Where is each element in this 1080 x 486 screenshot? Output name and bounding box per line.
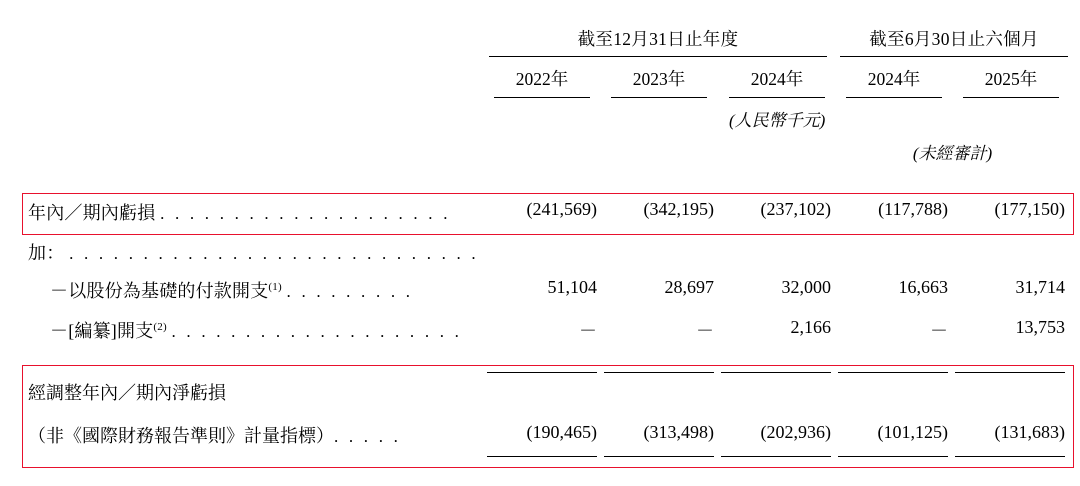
group-header-row <box>0 26 1080 52</box>
row-label-plus: 加： . . . . . . . . . . . . . . . . . . . . . . . . . . . . <box>28 243 479 263</box>
group-header-interim: 截至6月30日止六個月 <box>840 26 1068 57</box>
column-rule <box>721 372 831 373</box>
row-value: (117,788) <box>878 199 948 219</box>
row-label-loss: 年內／期內虧損 . . . . . . . . . . . . . . . . . . . . <box>28 203 451 223</box>
column-header-2024-interim: 2024年 <box>846 66 942 98</box>
total-row-label-line2: （非《國際財務報告準則》計量指標）. . . . . <box>28 426 402 446</box>
total-row-value: (190,465) <box>526 422 597 442</box>
column-rule <box>487 456 597 457</box>
column-rule <box>955 372 1065 373</box>
total-row-value: (313,498) <box>643 422 714 442</box>
row-value: 32,000 <box>781 277 831 297</box>
row-value: 13,753 <box>1015 317 1065 337</box>
row-value: － <box>696 321 714 341</box>
total-row-value: (101,125) <box>877 422 948 442</box>
column-rule <box>838 372 948 373</box>
table-row <box>0 314 1080 356</box>
column-rule <box>487 372 597 373</box>
row-value: (177,150) <box>994 199 1065 219</box>
row-value: 28,697 <box>664 277 714 297</box>
footnote-marker: (2) <box>153 321 167 333</box>
group-header-annual: 截至12月31日止年度 <box>489 26 827 57</box>
column-header-2025-interim: 2025年 <box>963 66 1059 98</box>
row-value: 31,714 <box>1015 277 1065 297</box>
row-value: － <box>579 321 597 341</box>
row-value: (237,102) <box>760 199 831 219</box>
footnote-marker: (1) <box>268 281 282 293</box>
unaudited-note: (未經審計) <box>912 144 993 163</box>
total-row-label-line1: 經調整年內／期內淨虧損 <box>28 383 226 403</box>
row-value: (342,195) <box>643 199 714 219</box>
column-header-2023: 2023年 <box>611 66 707 98</box>
column-rule <box>838 456 948 457</box>
column-header-row <box>0 66 1080 98</box>
row-value: 2,166 <box>790 317 831 337</box>
total-row-value: (202,936) <box>760 422 831 442</box>
table-row <box>0 196 1080 236</box>
row-value: 16,663 <box>898 277 948 297</box>
row-value: (241,569) <box>526 199 597 219</box>
currency-unit-note: (人民幣千元) <box>729 111 826 130</box>
column-header-2024-annual: 2024年 <box>729 66 825 98</box>
column-rule <box>604 372 714 373</box>
total-row-value: (131,683) <box>994 422 1065 442</box>
table-row <box>0 236 1080 274</box>
row-value: 51,104 <box>547 277 597 297</box>
column-rule <box>955 456 1065 457</box>
row-label-share-based-payment: －以股份為基礎的付款開支$^{(1)}$ . . . . . . . . . <box>50 281 414 301</box>
table-row <box>0 274 1080 314</box>
column-rule <box>721 456 831 457</box>
column-rule <box>604 456 714 457</box>
row-label-listing-expense: －[編纂]開支$^{(2)}$ . . . . . . . . . . . . . . . . . . . . <box>50 321 463 341</box>
column-header-2022: 2022年 <box>494 66 590 98</box>
row-value: － <box>930 321 948 341</box>
table-body <box>0 196 1080 356</box>
